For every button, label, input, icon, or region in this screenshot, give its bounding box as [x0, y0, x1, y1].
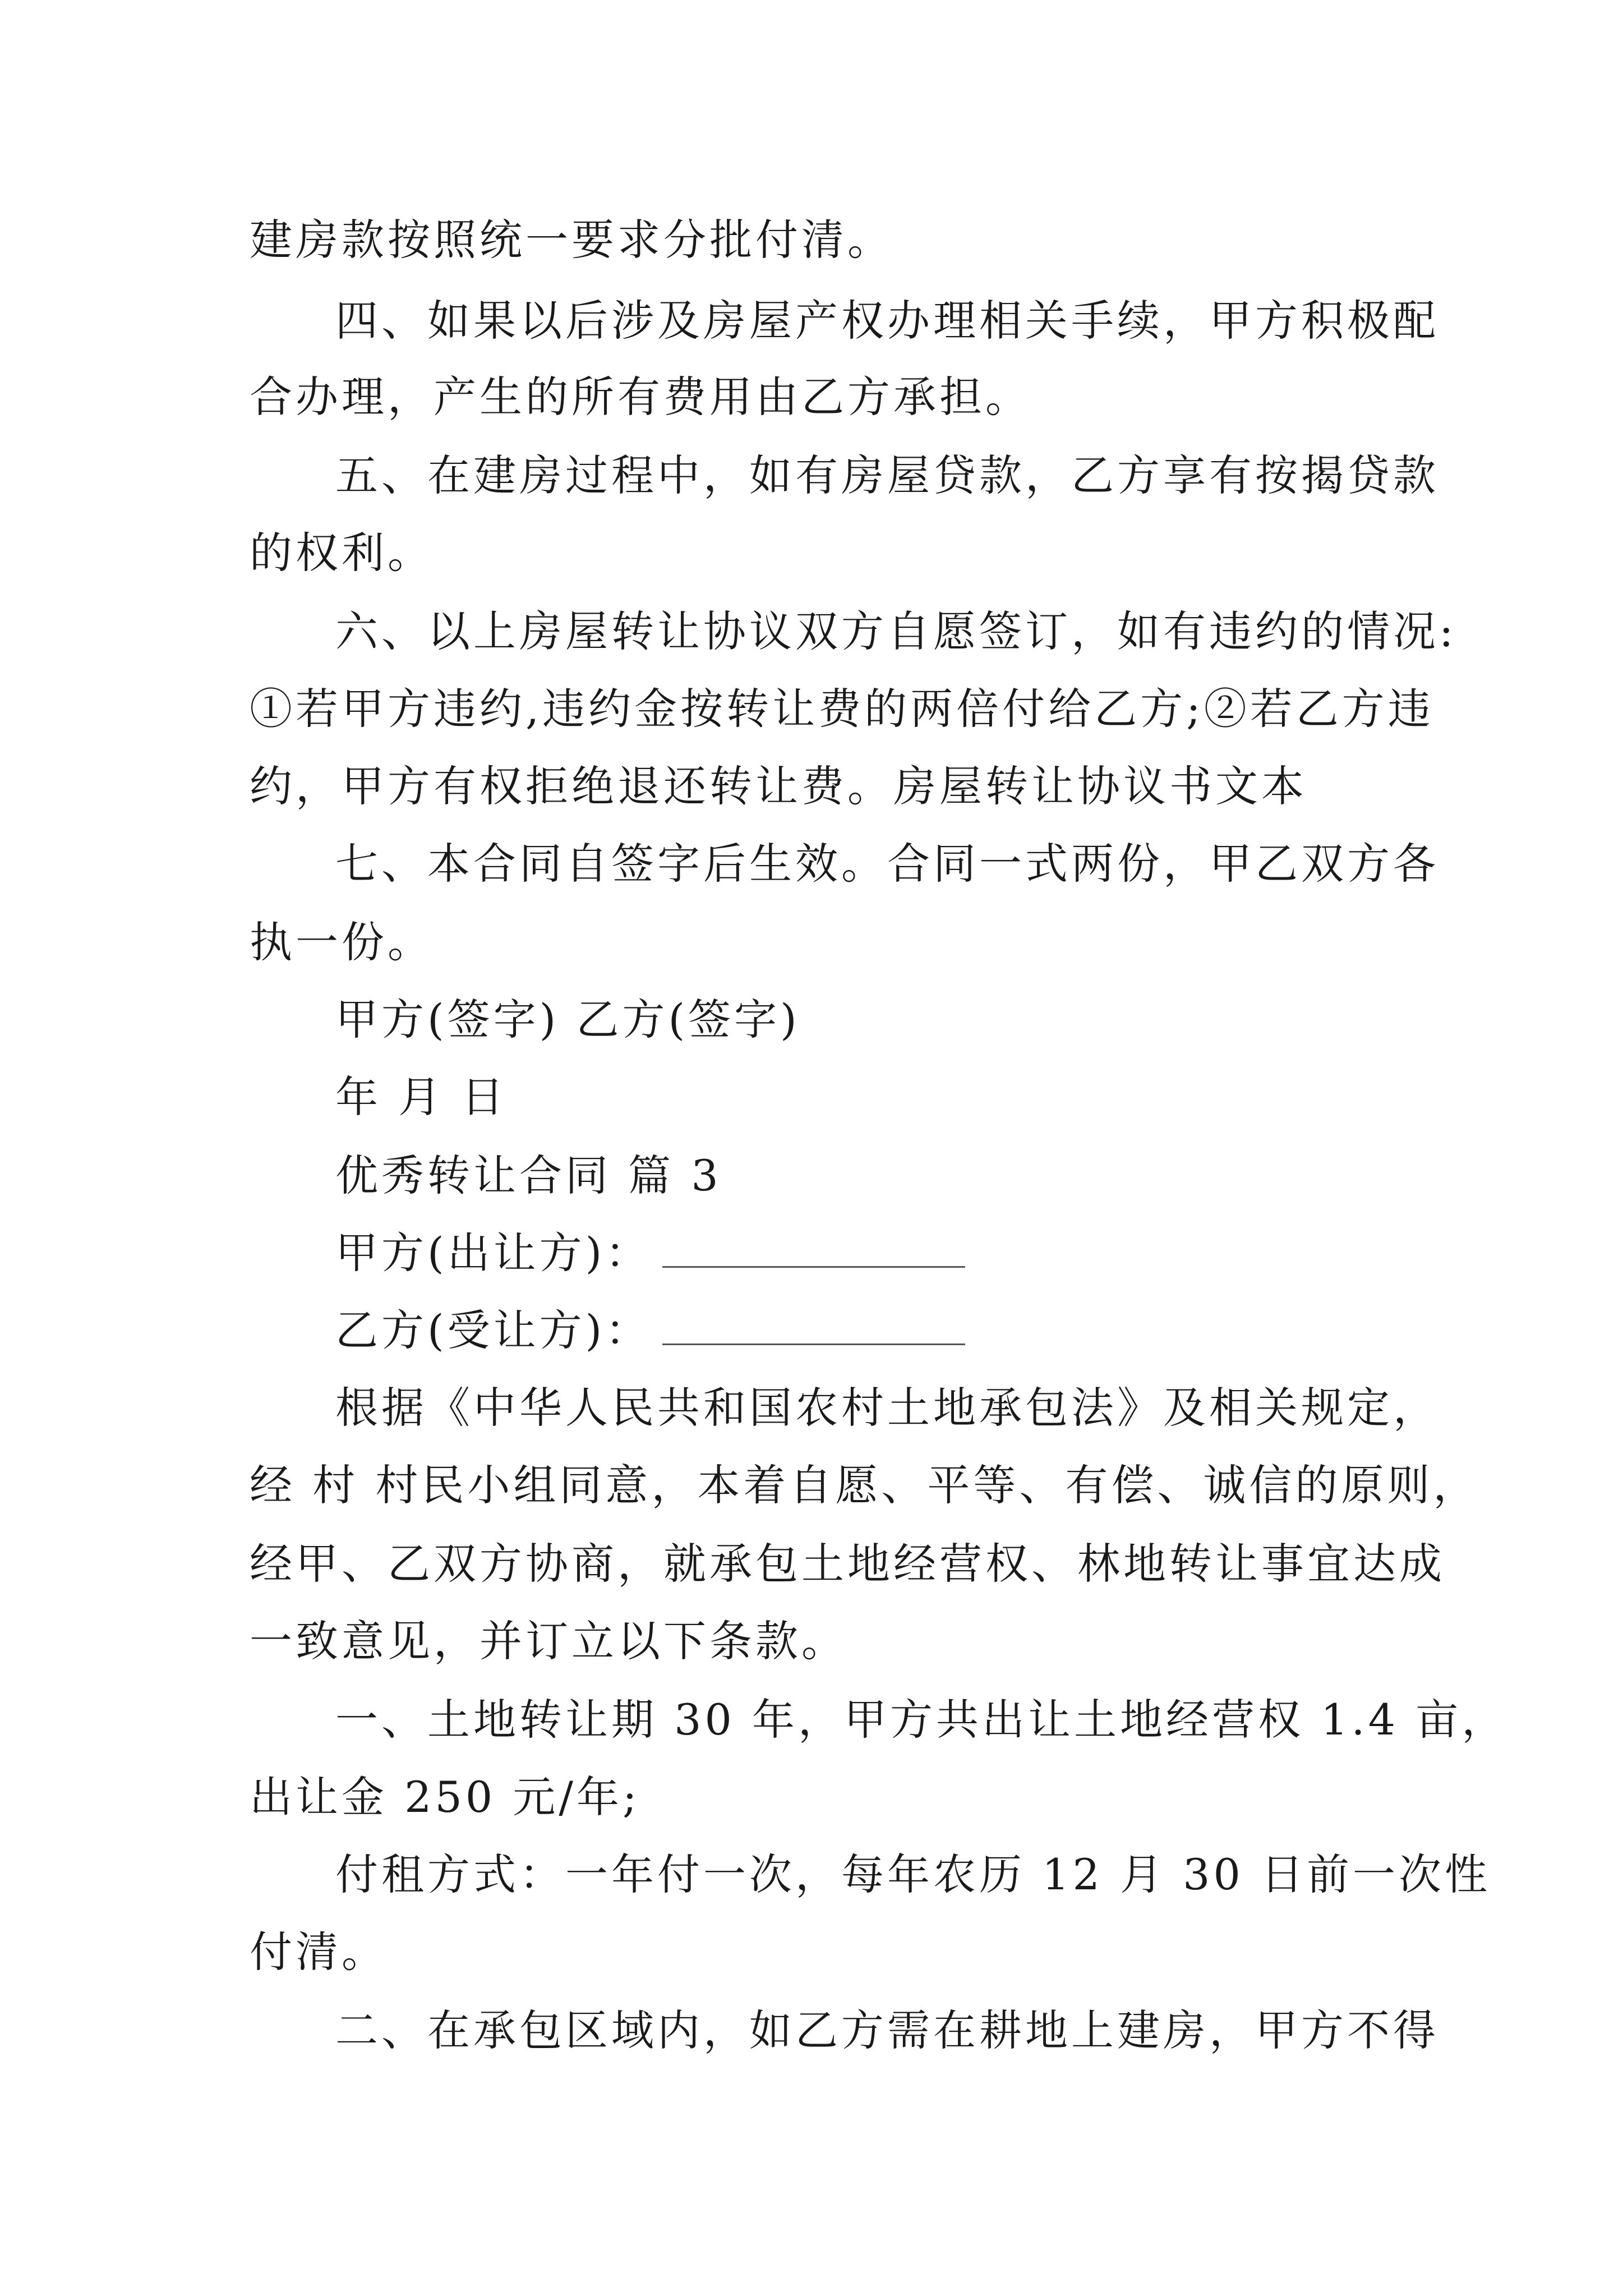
text-line: 七、本合同自签字后生效。合同一式两份，甲乙双方各 [335, 839, 1439, 889]
text-line: 四、如果以后涉及房屋产权办理相关手续，甲方积极配 [335, 296, 1439, 346]
text-line: 二、在承包区域内，如乙方需在耕地上建房，甲方不得 [335, 2005, 1439, 2055]
signature-line: 甲方(签字) 乙方(签字) [335, 995, 800, 1045]
text-line: 的权利。 [250, 528, 434, 578]
party-b-label: 乙方(受让方)： [335, 1305, 652, 1355]
text-line: 付租方式：一年付一次，每年农历 12 月 30 日前一次性 [335, 1849, 1491, 1899]
party-a-line [335, 1225, 1468, 1281]
text-line: 一致意见，并订立以下条款。 [250, 1616, 847, 1666]
party-a-blank [662, 1232, 965, 1268]
section-title: 优秀转让合同 篇 3 [335, 1151, 722, 1200]
text-line: 根据《中华人民共和国农村土地承包法》及相关规定， [335, 1383, 1439, 1433]
text-line: 约，甲方有权拒绝退还转让费。房屋转让协议书文本 [250, 761, 1307, 811]
party-a-label: 甲方(出让方)： [335, 1228, 652, 1278]
text-line: 执一份。 [250, 917, 434, 967]
party-b-blank [662, 1310, 965, 1345]
date-line: 年 月 日 [335, 1072, 508, 1122]
text-line: 建房款按照统一要求分批付清。 [250, 215, 893, 265]
text-line: 五、在建房过程中，如有房屋贷款，乙方享有按揭贷款 [335, 450, 1439, 500]
party-b-line [335, 1303, 1468, 1359]
text-line: 经 村 村民小组同意，本着自愿、平等、有偿、诚信的原则， [250, 1460, 1479, 1510]
text-line: 一、土地转让期 30 年，甲方共出让土地经营权 1.4 亩， [335, 1695, 1508, 1745]
text-line: 六、以上房屋转让协议双方自愿签订，如有违约的情况: [335, 606, 1457, 656]
text-line: 出让金 250 元/年; [250, 1772, 640, 1822]
text-line: 付清。 [250, 1927, 388, 1977]
text-line: ①若甲方违约,违约金按转让费的两倍付给乙方;②若乙方违 [250, 684, 1434, 734]
text-line: 合办理，产生的所有费用由乙方承担。 [250, 372, 1031, 422]
text-line: 经甲、乙双方协商，就承包土地经营权、林地转让事宜达成 [250, 1539, 1445, 1589]
